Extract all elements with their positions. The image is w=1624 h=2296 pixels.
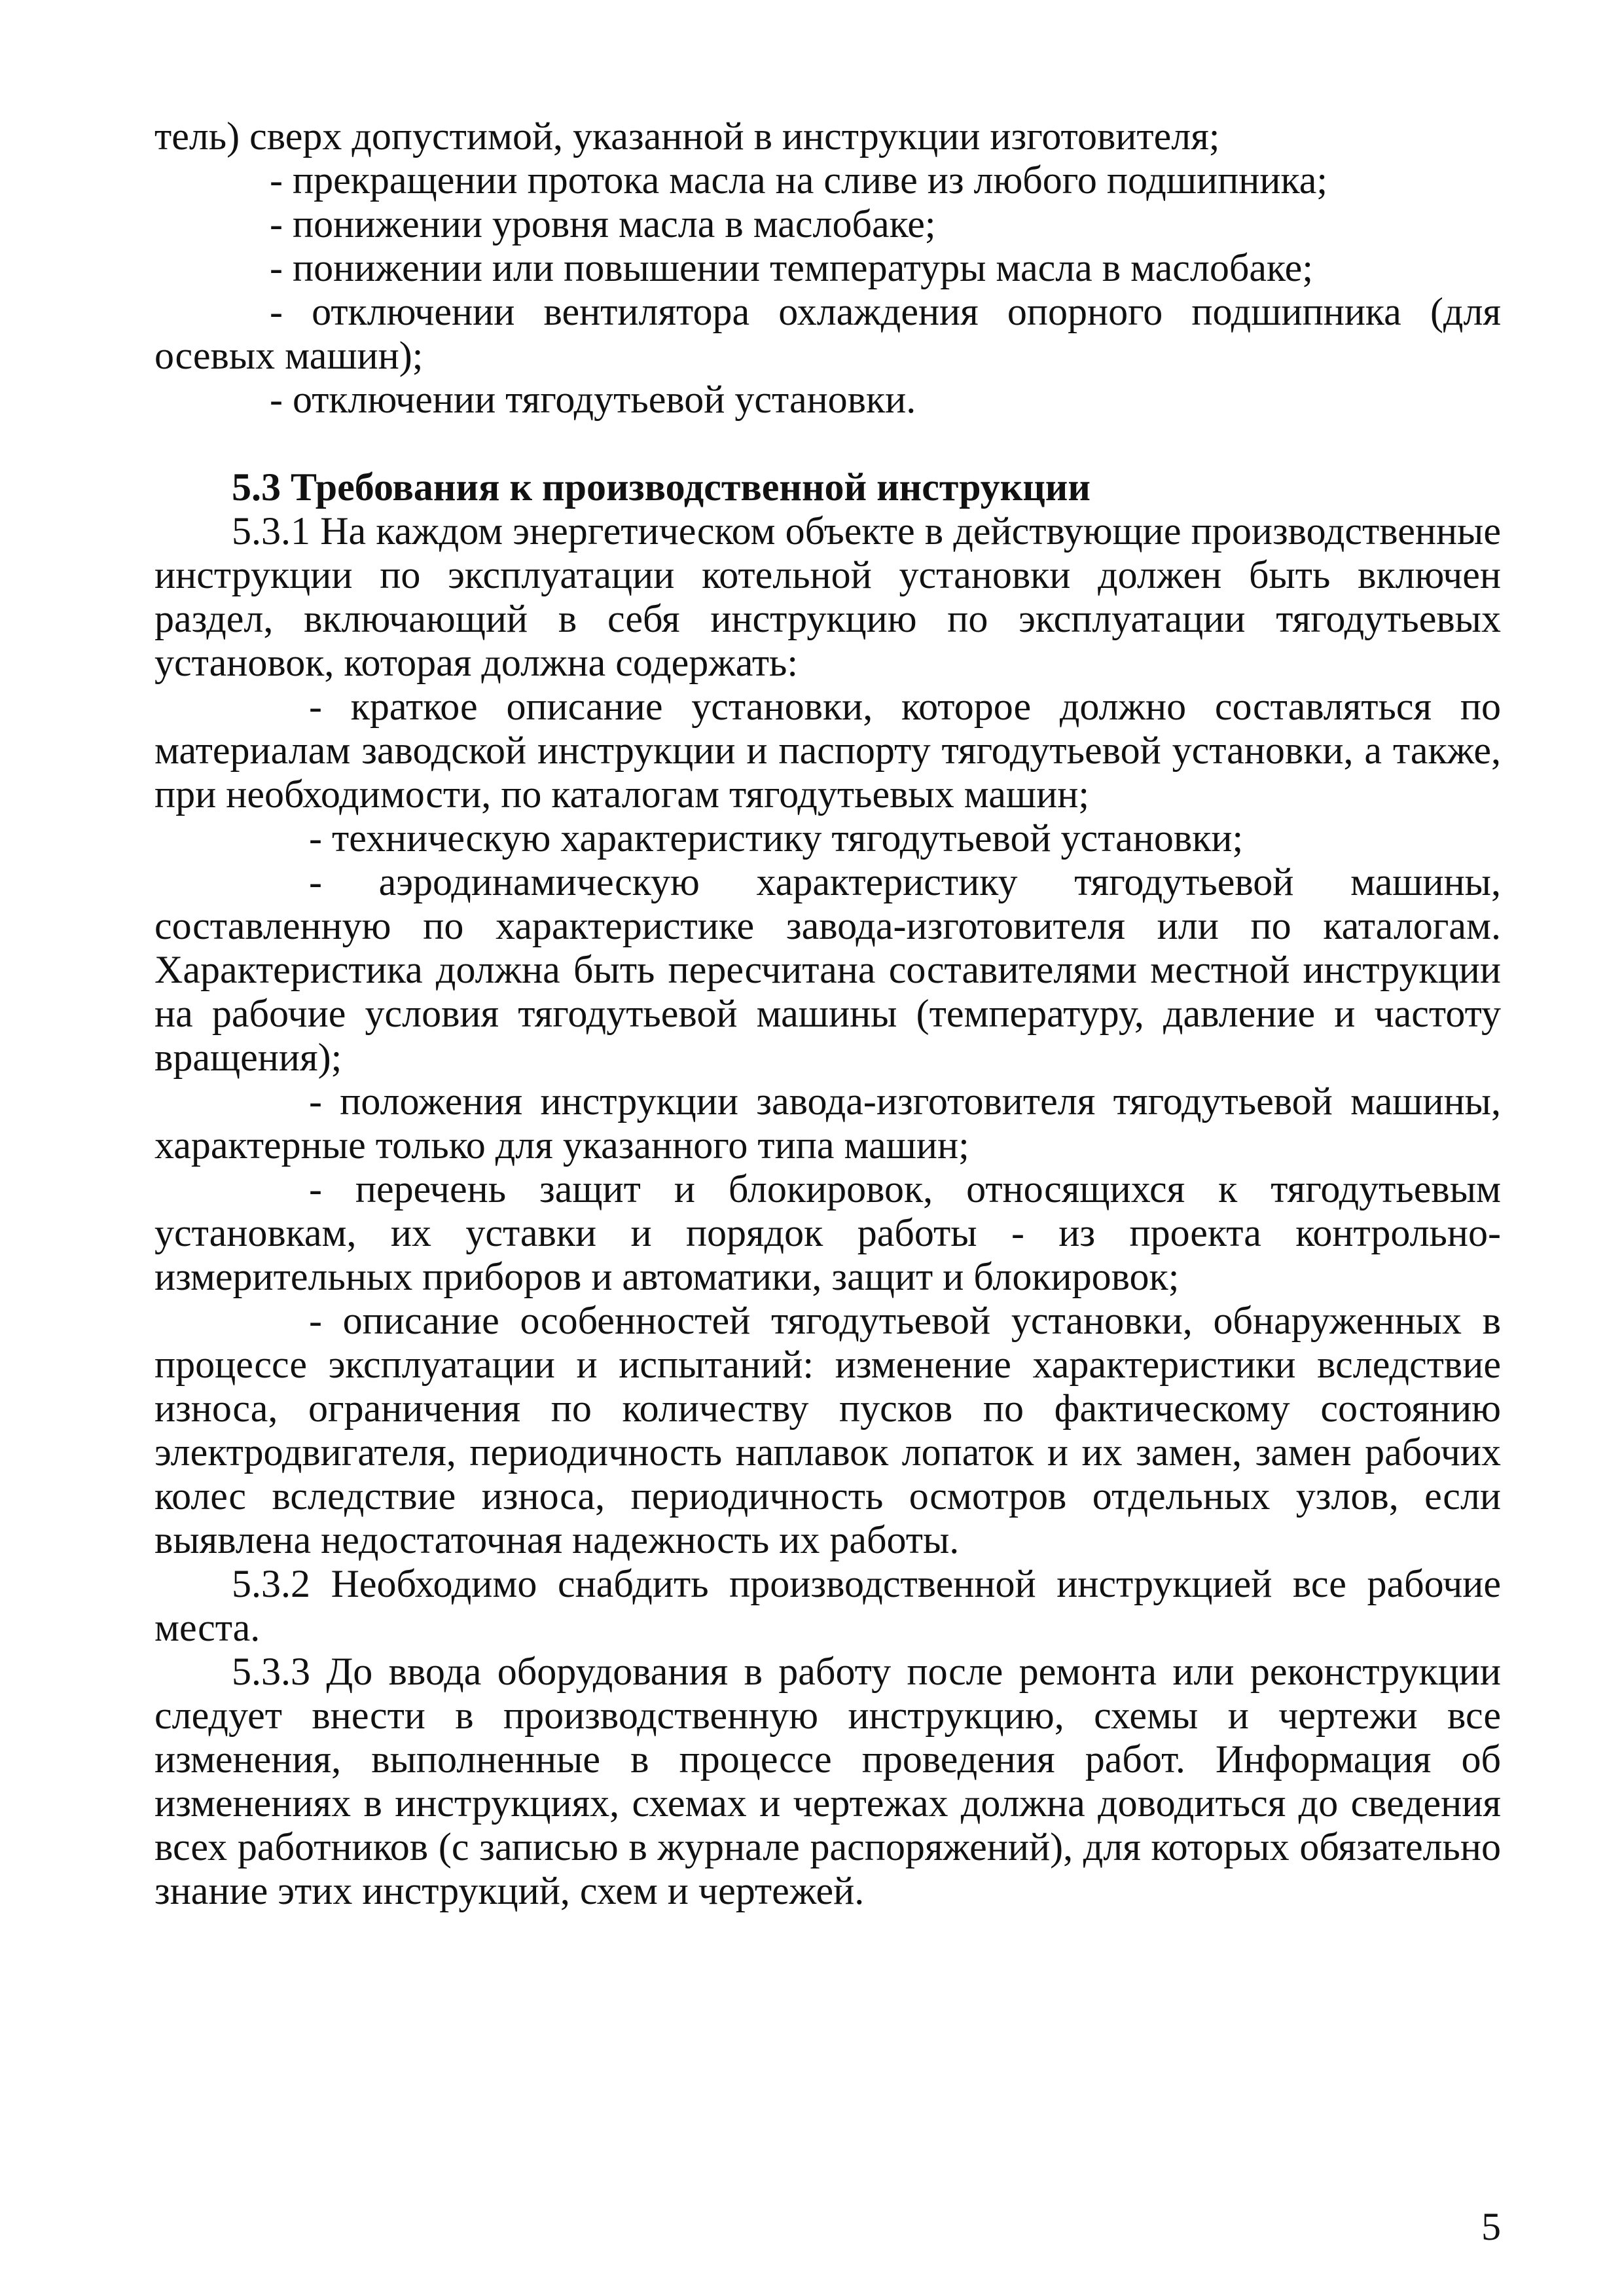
section-gap — [154, 422, 1501, 465]
list-item: - отключении тягодутьевой установки. — [270, 378, 916, 421]
list-item: - понижении или повышении температуры масла в маслобаке; — [270, 246, 1313, 289]
paragraph-continuation: тель) сверх допустимой, указанной в инструкции изготовителя; — [154, 115, 1220, 158]
paragraph-5-3-1: 5.3.1 На каждом энергетическом объекте в действующие производственные инструкции по эксплуатации котельной установки должен быть включен раздел, включающий в себя инструкцию по эксплуатации тягодутьевых установок, которая должна содержать: — [154, 509, 1501, 684]
list-item: - описание особенностей тягодутьевой установки, обнаруженных в процессе эксплуатации и испытаний: изменение характеристики вследствие износа, ограничения по количеству пусков по фактическому состоянию электродвигателя, периодичность наплавок лопаток и их замен, замен рабочих колес вследствие износа, периодичность осмотров отдельных узлов, если выявлена недостаточная надежность их работы. — [154, 1299, 1501, 1561]
page-number: 5 — [1481, 2205, 1501, 2248]
section-heading: 5.3 Требования к производственной инструкции — [232, 465, 1091, 509]
list-item: - аэродинамическую характеристику тягодутьевой машины, составленную по характеристике завода-изготовителя или по каталогам. Характеристика должна быть пересчитана составителями местной инструкции на рабочие условия тягодутьевой машины (температуру, давление и частоту вращения); — [154, 860, 1501, 1079]
paragraph-5-3-3: 5.3.3 До ввода оборудования в работу после ремонта или реконструкции следует внести в производственную инструкцию, схемы и чертежи все изменения, выполненные в процессе проведения работ. Информация об изменениях в инструкциях, схемах и чертежах должна доводиться до сведения всех работников (с записью в журнале распоряжений), для которых обязательно знание этих инструкций, схем и чертежей. — [154, 1650, 1501, 1912]
list-item: - отключении вентилятора охлаждения опорного подшипника (для осевых машин); — [154, 290, 1501, 377]
list-item: - понижении уровня масла в маслобаке; — [270, 202, 936, 246]
page-content — [154, 115, 1501, 1913]
list-item: - прекращении протока масла на сливе из любого подшипника; — [270, 158, 1328, 202]
list-item: - положения инструкции завода-изготовителя тягодутьевой машины, характерные только для указанного типа машин; — [154, 1080, 1501, 1167]
list-item: - перечень защит и блокировок, относящихся к тягодутьевым установкам, их уставки и порядок работы - из проекта контрольно-измерительных приборов и автоматики, защит и блокировок; — [154, 1167, 1501, 1298]
paragraph-5-3-2: 5.3.2 Необходимо снабдить производственной инструкцией все рабочие места. — [154, 1562, 1501, 1649]
list-item: - краткое описание установки, которое должно составляться по материалам заводской инструкции и паспорту тягодутьевой установки, а также, при необходимости, по каталогам тягодутьевых машин; — [154, 685, 1501, 816]
list-item: - техническую характеристику тягодутьевой установки; — [309, 816, 1244, 860]
